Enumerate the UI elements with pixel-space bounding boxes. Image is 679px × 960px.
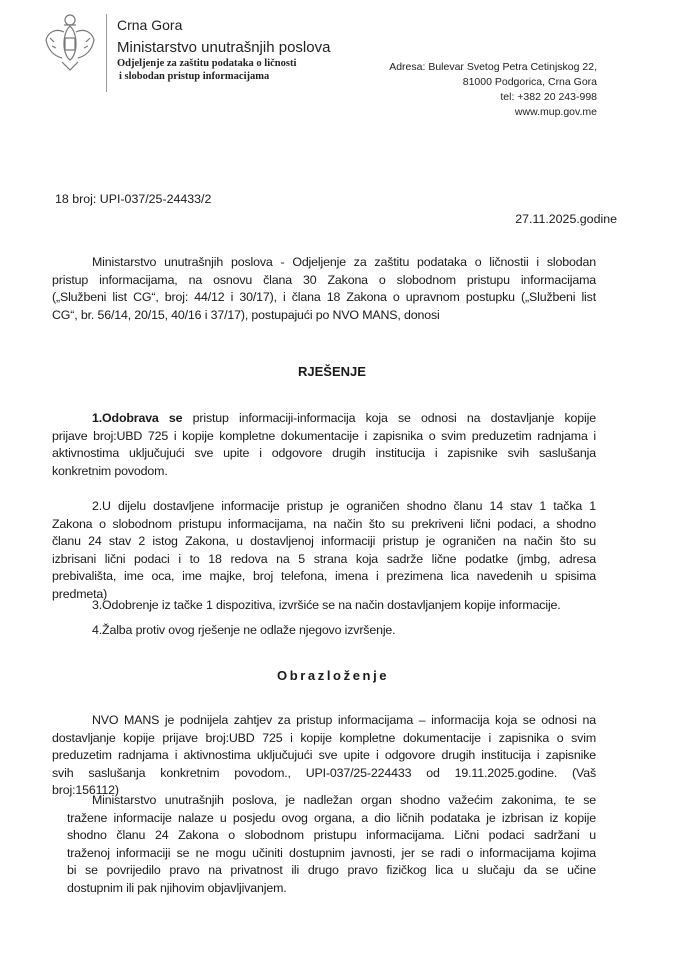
reasoning-title: Obrazloženje xyxy=(277,668,390,683)
city-line: 81000 Podgorica, Crna Gora xyxy=(462,76,597,88)
text-line: („Službeni list CG“, broj: 44/12 i 30/17), i člana 18 Zakona o upravnom postupku („Službeni list xyxy=(52,290,596,305)
text-line: konkretnim povodom. xyxy=(52,463,168,478)
website-line: www.mup.gov.me xyxy=(514,106,597,118)
coat-of-arms-logo xyxy=(44,12,96,74)
text-line: broj:156112) xyxy=(52,783,119,798)
text-line: prebivališta, ime oca, ime majke, broj telefona, imena i prezimena lica navedenih u spisima xyxy=(52,569,596,584)
text-line: traženoj informaciji se ne mogu učiniti dostupnim javnosti, jer se radi o informacijama kojima xyxy=(67,845,596,860)
text-line: svih saslušanja konkretnim povodom., UPI-037/25-224433 od 19.11.2025.godine. (Vaš xyxy=(52,765,596,780)
text-line: shodno članu 24 Zakona o slobodnom pristupu informacijama. Lični podaci sadržani u xyxy=(67,828,596,843)
document-date: 27.11.2025.godine xyxy=(515,212,617,226)
text-line: 2.U dijelu dostavljene informacije pristup je ograničen shodno članu 14 stav 1 tačka 1 xyxy=(92,499,596,513)
text-line: predmeta) xyxy=(52,587,108,601)
text-line: tražene informacije nalaze u posjedu ovog organa, a dio ličnih podataka je izbrisan iz kopije xyxy=(67,810,596,825)
text-line: dostavljanje kopije prijave broj:UBD 725 i kopije kompletne dokumentacije i zapisnika o svim xyxy=(52,730,596,745)
text-line: pristup informacijama, na osnovu člana 30 Zakona o slobodnom pristupu informacijama xyxy=(52,272,596,287)
header-divider xyxy=(106,14,107,92)
text-span: pristup informaciji-informacija koja se odnosi na dostavljanje kopije xyxy=(182,411,596,425)
text-line: NVO MANS je podnijela zahtjev za pristup informacijama – informacija koja se odnosi na xyxy=(92,713,596,727)
department-line-1: Odjeljenje za zaštitu podataka o ličnosti xyxy=(117,58,297,69)
country-name: Crna Gora xyxy=(117,17,183,33)
ministry-name: Ministarstvo unutrašnjih poslova xyxy=(117,39,331,56)
decision-item-4: 4.Žalba protiv ovog rješenje ne odlaže njegovo izvršenje. xyxy=(92,623,396,637)
decision-title: RJEŠENJE xyxy=(298,364,366,379)
text-line: prijave broj:UBD 725 i kopije kompletne dokumentacije i zapisnika o svim preduzetim radnjama i xyxy=(52,428,596,443)
text-line: CG“, br. 56/14, 20/15, 40/16 i 37/17), postupajući po NVO MANS, donosi xyxy=(52,307,440,322)
text-line: Zakona o slobodnom pristupu informacijama, na način što su prekriveni lični podaci, a shodno xyxy=(52,516,596,531)
text-line: preduzetim radnjama i aktivnostima uključujući sve upite i odgovore drugih institucija i zapisnike xyxy=(52,748,596,763)
text-line: Ministarstvo unutrašnjih poslova, je nadležan organ shodno važećim zakonima, te se xyxy=(92,793,596,807)
text-line: članu 24 stav 2 istog Zakona, u dostavljenoj informaciji pristup je ograničen na način što su xyxy=(52,534,596,549)
text-line: aktivnostima uključujući sve upite i odgovore drugih institucija i zapisnike svih saslušanja xyxy=(52,446,596,461)
address-line: Adresa: Bulevar Svetog Petra Cetinjskog 22, xyxy=(389,61,597,73)
department-line-2: i slobodan pristup informacijama xyxy=(119,71,270,82)
text-line: dostupnim ili pak njihovim objavljivanjem. xyxy=(67,881,287,895)
reference-number: 18 broj: UPI-037/25-24433/2 xyxy=(55,192,212,206)
approval-label: 1.Odobrava se xyxy=(92,411,183,425)
decision-item-3: 3.Odobrenje iz tačke 1 dispozitiva, izvršiće se na način dostavljanjem kopije informacije. xyxy=(92,598,561,612)
text-line xyxy=(92,411,596,425)
text-line: Ministarstvo unutrašnjih poslova - Odjeljenje za zaštitu podataka o ličnostii i slobodan xyxy=(92,255,596,269)
text-line: izbrisani lični podaci i to 18 redova na 5 strana koja sadrže lične podatke (jmbg, adresa xyxy=(52,551,596,566)
text-line: bi se povrijedilo pravo na privatnost ili drugo pravo fizičkog lica u slučaju da se učine xyxy=(67,863,596,878)
phone-line: tel: +382 20 243-998 xyxy=(500,91,597,103)
